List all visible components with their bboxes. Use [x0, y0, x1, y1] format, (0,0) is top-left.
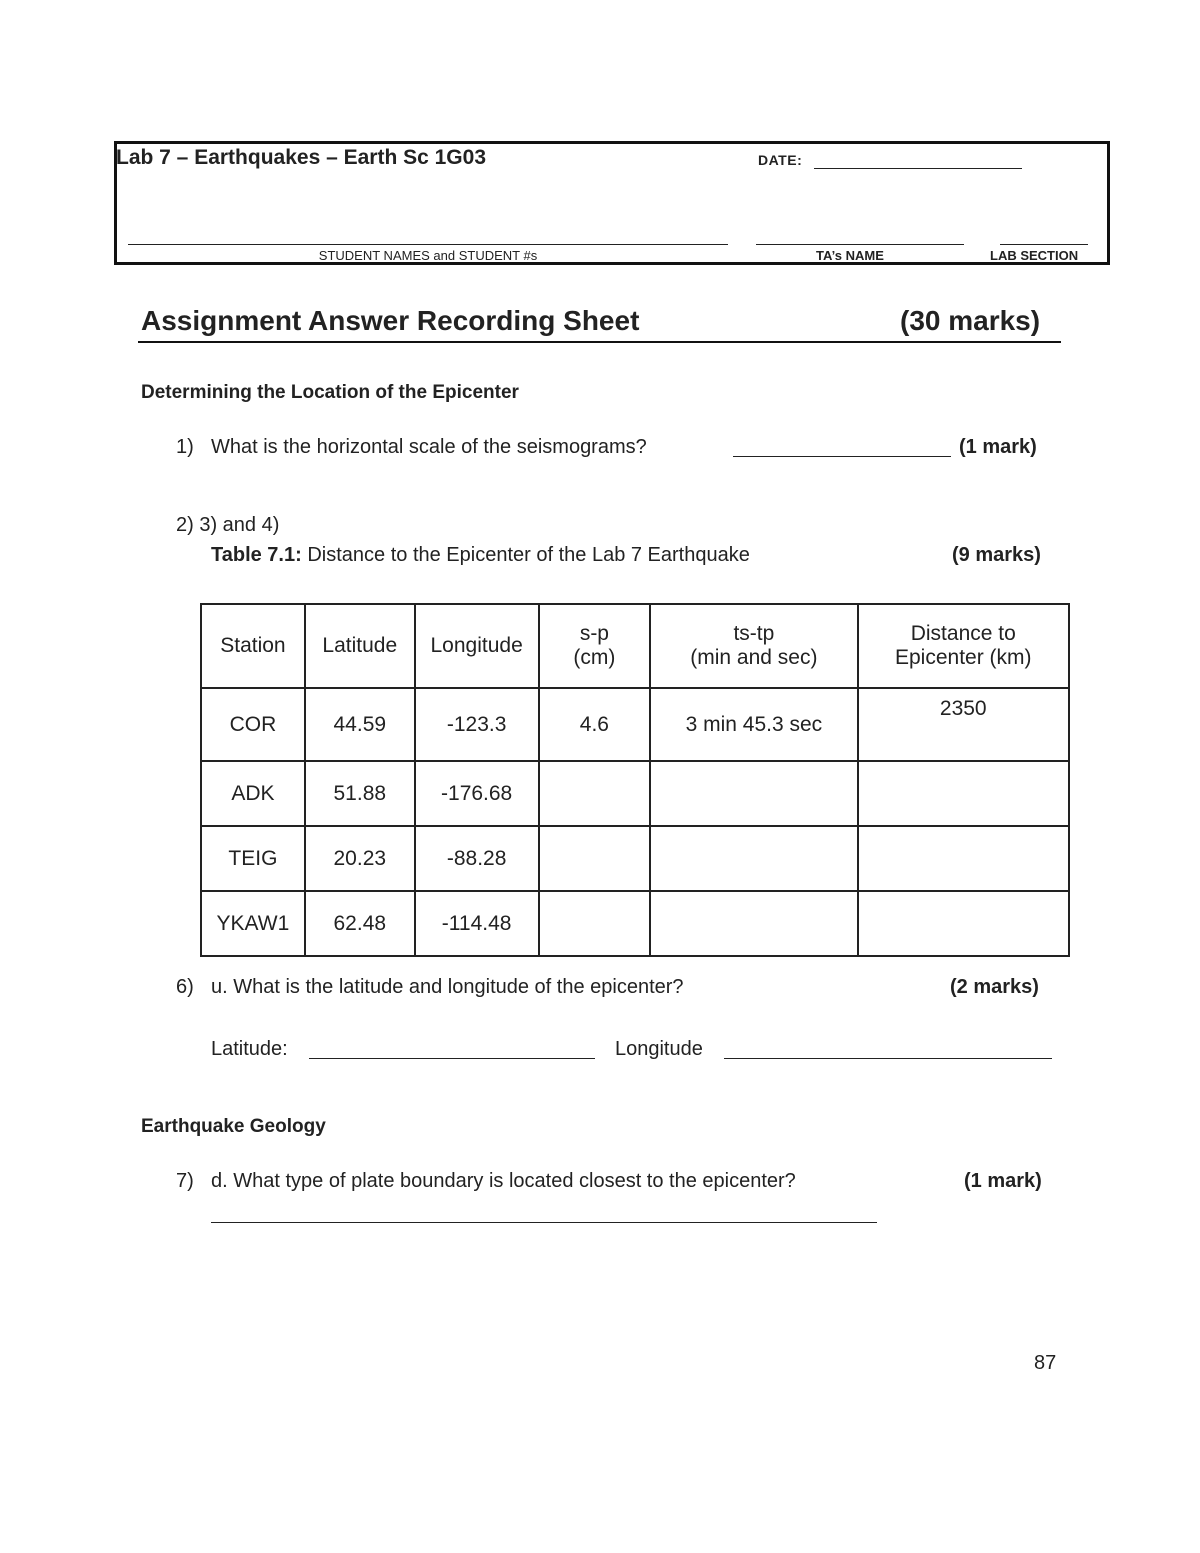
header-distance-line2: Epicenter (km) — [894, 646, 1032, 669]
cell-s-p[interactable]: 4.6 — [539, 688, 651, 761]
q6-text: u. What is the latitude and longitude of the epicenter? — [211, 976, 684, 998]
q1-marks: (1 mark) — [959, 436, 1037, 458]
header-ts-tp — [650, 604, 857, 688]
cell-ts-tp[interactable]: 3 min 45.3 sec — [650, 688, 857, 761]
table-row — [201, 826, 1069, 891]
date-label: DATE: — [758, 152, 803, 168]
cell-station: COR — [201, 688, 305, 761]
cell-s-p[interactable] — [539, 761, 651, 826]
table-row — [201, 891, 1069, 956]
table-caption-label: Table 7.1: — [211, 544, 302, 566]
cell-ts-tp[interactable] — [650, 891, 857, 956]
cell-station: TEIG — [201, 826, 305, 891]
cell-distance[interactable]: 2350 — [858, 688, 1070, 761]
cell-longitude: -123.3 — [415, 688, 539, 761]
lab-section-line[interactable] — [1000, 244, 1088, 245]
distance-table — [200, 603, 1070, 957]
q6-number: 6) — [176, 976, 194, 998]
q7-text: d. What type of plate boundary is located closest to the epicenter? — [211, 1170, 796, 1192]
cell-latitude: 51.88 — [305, 761, 415, 826]
section-heading-geology: Earthquake Geology — [141, 1116, 326, 1137]
header-s-p-line1: s-p — [579, 622, 609, 645]
latitude-label: Latitude: — [211, 1038, 288, 1060]
table-marks: (9 marks) — [952, 544, 1041, 566]
date-input-line[interactable] — [814, 168, 1022, 169]
table-row — [201, 688, 1069, 761]
page-number: 87 — [1034, 1352, 1057, 1374]
q1-answer-line[interactable] — [733, 438, 951, 457]
ta-name-line[interactable] — [756, 244, 964, 245]
longitude-answer-line[interactable] — [724, 1040, 1052, 1059]
q1-text: What is the horizontal scale of the seismograms? — [211, 436, 647, 458]
table-caption-text: Distance to the Epicenter of the Lab 7 Earthquake — [301, 544, 750, 566]
cell-s-p[interactable] — [539, 891, 651, 956]
title-rule — [138, 341, 1061, 343]
cell-longitude: -114.48 — [415, 891, 539, 956]
q7-marks: (1 mark) — [964, 1170, 1042, 1192]
header-distance — [858, 604, 1070, 688]
lab-title: Lab 7 – Earthquakes – Earth Sc 1G03 — [116, 146, 487, 169]
total-marks: (30 marks) — [900, 305, 1041, 336]
table-row — [201, 761, 1069, 826]
cell-longitude: -88.28 — [415, 826, 539, 891]
header-s-p-line2: (cm) — [573, 646, 616, 669]
students-caption: STUDENT NAMES and STUDENT #s — [318, 248, 538, 263]
cell-distance[interactable] — [858, 761, 1070, 826]
cell-latitude: 44.59 — [305, 688, 415, 761]
longitude-label: Longitude — [615, 1038, 703, 1060]
header-latitude: Latitude — [305, 604, 415, 688]
header-longitude: Longitude — [415, 604, 539, 688]
q2-4-numbers: 2) 3) and 4) — [176, 514, 280, 536]
header-s-p — [539, 604, 651, 688]
cell-latitude: 20.23 — [305, 826, 415, 891]
student-names-line[interactable] — [128, 244, 728, 245]
cell-latitude: 62.48 — [305, 891, 415, 956]
q1-number: 1) — [176, 436, 194, 458]
lab-section-caption: LAB SECTION — [990, 248, 1079, 263]
header-station: Station — [201, 604, 305, 688]
latitude-answer-line[interactable] — [309, 1040, 595, 1059]
header-ts-tp-line1: ts-tp — [733, 622, 775, 645]
cell-distance[interactable] — [858, 826, 1070, 891]
cell-station: ADK — [201, 761, 305, 826]
cell-s-p[interactable] — [539, 826, 651, 891]
cell-ts-tp[interactable] — [650, 761, 857, 826]
cell-distance[interactable] — [858, 891, 1070, 956]
ta-caption: TA’s NAME — [816, 248, 884, 263]
q6-marks: (2 marks) — [950, 976, 1039, 998]
q7-number: 7) — [176, 1170, 194, 1192]
q7-answer-line[interactable] — [211, 1204, 877, 1223]
cell-station: YKAW1 — [201, 891, 305, 956]
header-distance-line1: Distance to — [910, 622, 1016, 645]
table-caption — [211, 544, 750, 567]
cell-longitude: -176.68 — [415, 761, 539, 826]
table-header-row — [201, 604, 1069, 688]
section-heading-epicenter: Determining the Location of the Epicenter — [141, 382, 519, 403]
cell-ts-tp[interactable] — [650, 826, 857, 891]
page-title: Assignment Answer Recording Sheet — [141, 305, 640, 336]
header-ts-tp-line2: (min and sec) — [690, 646, 818, 669]
